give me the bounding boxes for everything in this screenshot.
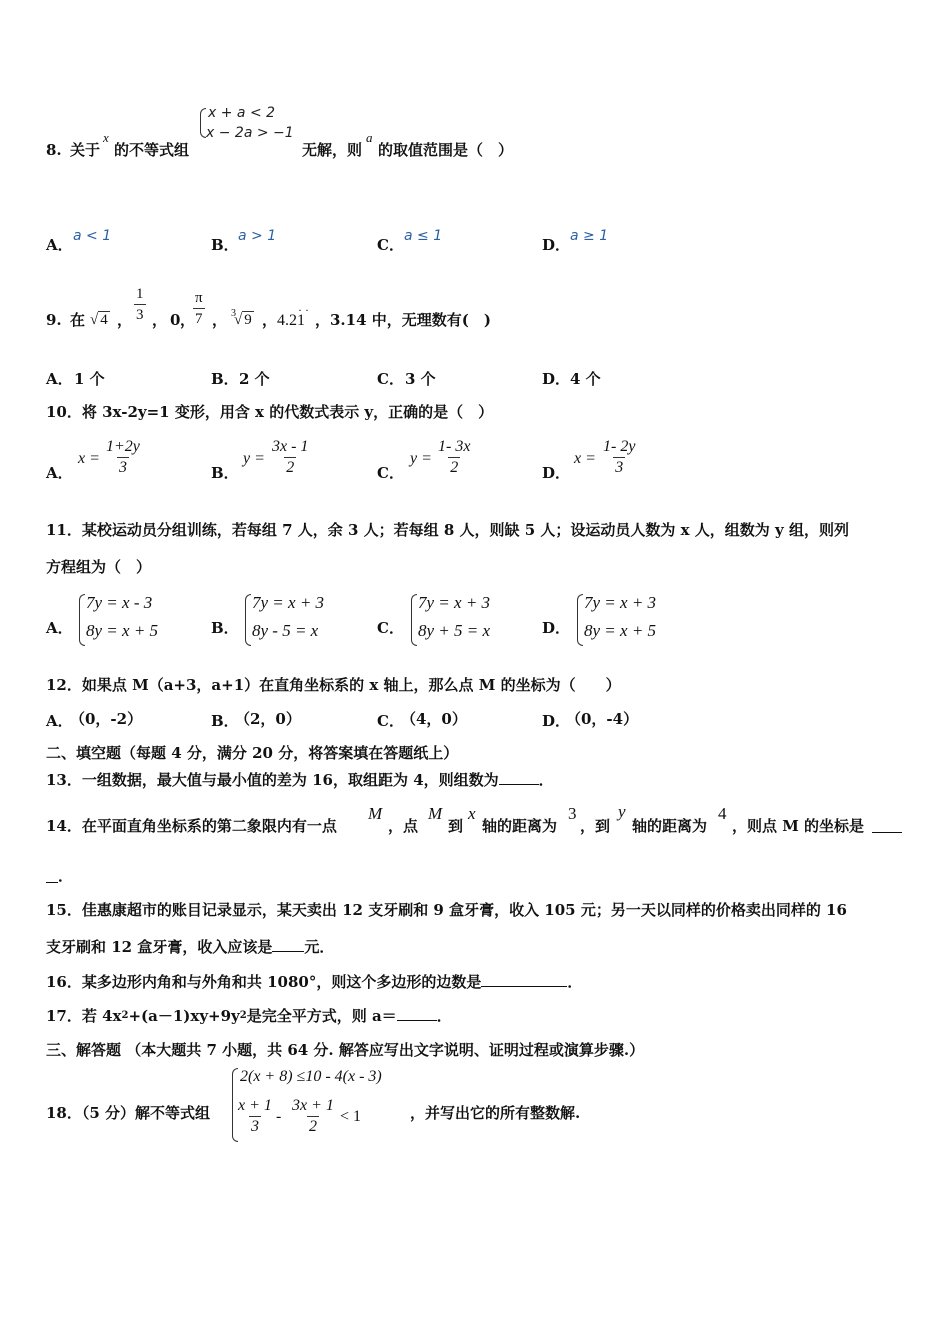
q9-repeating-decimal: 4.21	[277, 312, 305, 329]
q11-option-d-eq-1[interactable]: 7y = x + 3	[584, 593, 657, 612]
q12-option-d[interactable]: （0，-4）	[566, 710, 639, 728]
q9-sep-2: ，	[152, 311, 168, 329]
q10-option-d-label[interactable]: D．	[542, 464, 571, 482]
q8-sys-line-2: x − 2a > −1	[206, 125, 294, 141]
q8-text-2: 的不等式组	[114, 141, 190, 159]
q18-less-than-1: < 1	[340, 1108, 362, 1125]
q9-option-a-label[interactable]: A．	[46, 370, 73, 388]
q11-option-c-eq-1[interactable]: 7y = x + 3	[418, 593, 491, 612]
q8-option-c[interactable]: a ≤ 1	[404, 228, 443, 244]
q15-answer-blank[interactable]	[272, 937, 304, 952]
q12-option-a-label[interactable]: A．	[46, 712, 73, 730]
q14-var-y: y	[618, 802, 626, 821]
q8-option-b-label[interactable]: B．	[211, 236, 239, 254]
q12-option-d-label[interactable]: D．	[542, 712, 571, 730]
q17-text: 17．若 $4x^2+(a-1)xy+9y^2$是完全平方式，则 a＝ ．	[46, 1007, 452, 1025]
q10-option-c-label[interactable]: C．	[377, 464, 404, 482]
q18-text-2: ，并写出它的所有整数解.	[410, 1104, 581, 1122]
q12-option-b-label[interactable]: B．	[211, 712, 239, 730]
q12-option-c-label[interactable]: C．	[377, 712, 404, 730]
q8-option-a-label[interactable]: A．	[46, 236, 73, 254]
q11-option-c-label[interactable]: C．	[377, 619, 404, 637]
q8-text-1: 关于	[70, 141, 101, 159]
q11-option-a-eq-1[interactable]: 7y = x - 3	[86, 593, 153, 612]
q10-option-a-label[interactable]: A．	[46, 464, 73, 482]
q17-answer-blank[interactable]	[397, 1006, 437, 1021]
q9-option-c-label[interactable]: C．	[377, 370, 404, 388]
q8-var-x: x	[103, 130, 109, 145]
q11-option-c-brace	[411, 594, 417, 646]
q9-option-d[interactable]: 4 个	[570, 370, 601, 388]
q15-line-2: 支牙刷和 12 盒牙膏，收入应该是 元．	[46, 938, 335, 956]
q9-fraction-1-3: $\frac{1}{3}$	[136, 286, 144, 323]
q10-option-b-lhs[interactable]: y =	[243, 450, 265, 467]
q18-minus: -	[276, 1108, 282, 1125]
q9-option-d-label[interactable]: D．	[542, 370, 571, 388]
q8-option-a[interactable]: a < 1	[73, 228, 112, 244]
q8-text-4: 的取值范围是（ ）	[378, 141, 514, 159]
q8-sys-line-1: x + a < 2	[208, 105, 276, 121]
q11-option-a-eq-2[interactable]: 8y = x + 5	[86, 621, 159, 640]
q8-option-d-label[interactable]: D．	[542, 236, 571, 254]
q10-option-c-lhs[interactable]: y =	[410, 450, 432, 467]
q9-fraction-pi-7: $\frac{\pi}{7}$	[195, 290, 203, 327]
q9-cbrt-9: √ 9	[234, 312, 252, 328]
q14-text-1: 14．在平面直角坐标系的第二象限内有一点	[46, 817, 337, 835]
q10-option-d-lhs[interactable]: x =	[574, 450, 596, 467]
q9-sep-1: ，	[117, 311, 133, 329]
q12-text: 12．如果点 M（a+3，a+1）在直角坐标系的 x 轴上，那么点 M 的坐标为（ ）	[46, 676, 621, 694]
q8-num: 8.	[46, 141, 62, 159]
q14-var-M-2: M	[428, 804, 443, 823]
q9-sep-6: ，	[315, 311, 331, 329]
q13-answer-blank[interactable]	[499, 770, 539, 785]
q9-sqrt-4: √ 4	[90, 312, 108, 328]
q9-option-a[interactable]: 1 个	[74, 370, 105, 388]
q8-option-b[interactable]: a > 1	[238, 228, 277, 244]
q9-text-1: 在	[70, 311, 86, 329]
q12-option-c[interactable]: （4，0）	[401, 710, 467, 728]
q11-option-a-brace	[79, 594, 85, 646]
q9-repeat-dots: · ·	[298, 303, 309, 317]
q10-option-b-label[interactable]: B．	[211, 464, 239, 482]
q9-sep-5: ，	[262, 311, 278, 329]
q10-option-a-lhs[interactable]: x =	[78, 450, 100, 467]
q14-text-3: 到	[448, 817, 464, 835]
q11-option-a-label[interactable]: A．	[46, 619, 73, 637]
q10-option-d-fraction[interactable]: $\frac{1- 2y}{3}$	[603, 438, 636, 476]
q14-text-4: 轴的距离为	[482, 817, 558, 835]
q10-option-c-fraction[interactable]: $\frac{1- 3x}{2}$	[438, 438, 471, 476]
q11-option-b-label[interactable]: B．	[211, 619, 239, 637]
q9-option-c[interactable]: 3 个	[405, 370, 436, 388]
q9-text-end: 3.14 中，无理数有( )	[330, 311, 491, 329]
q14-num-3: 3	[568, 804, 577, 823]
q18-text-1: 18．（5 分）解不等式组	[46, 1104, 211, 1122]
q8-option-c-label[interactable]: C．	[377, 236, 404, 254]
q16-answer-blank[interactable]	[481, 972, 567, 987]
q14-text-5: ，到	[580, 817, 611, 835]
q14-answer-blank[interactable]	[872, 818, 902, 833]
q14-text-6: 轴的距离为	[632, 817, 708, 835]
q8-text-3: 无解，则	[302, 141, 363, 159]
q11-line-2: 方程组为（ ）	[46, 558, 152, 576]
q16-text: 16．某多边形内角和与外角和共 1080°，则这个多边形的边数是 ．	[46, 973, 583, 991]
q14-num-4: 4	[718, 804, 727, 823]
q10-text: 10．将 3x-2y=1 变形，用含 x 的代数式表示 y，正确的是（ ）	[46, 403, 494, 421]
q9-option-b[interactable]: 2 个	[239, 370, 270, 388]
q9-sep-3: ，	[180, 311, 196, 329]
q10-option-b-fraction[interactable]: $\frac{3x - 1}{2}$	[272, 438, 309, 476]
q11-line-1: 11．某校运动员分组训练，若每组 7 人，余 3 人；若每组 8 人，则缺 5 人；设运动员人数为 x 人，组数为 y 组，则列	[46, 521, 849, 539]
q11-option-b-eq-2[interactable]: 8y - 5 = x	[252, 621, 319, 640]
q14-end: ．	[58, 867, 74, 885]
q18-fraction-1: $\frac{x + 1}{3}$	[238, 1097, 272, 1135]
q9-num: 9.	[46, 311, 62, 329]
q9-sep-4: ，	[212, 311, 228, 329]
q11-option-c-eq-2[interactable]: 8y + 5 = x	[418, 621, 491, 640]
q11-option-b-brace	[245, 594, 251, 646]
section-3-heading: 三、解答题 （本大题共 7 小题，共 64 分. 解答应写出文字说明、证明过程或演算步骤.）	[46, 1041, 645, 1059]
q12-option-a[interactable]: （0，-2）	[70, 710, 143, 728]
q9-option-b-label[interactable]: B．	[211, 370, 239, 388]
q14-answer-blank-cont[interactable]	[46, 868, 58, 883]
q14-text-2: ，点	[388, 817, 419, 835]
q12-option-b[interactable]: （2，0）	[235, 710, 301, 728]
q14-var-M-1: M	[368, 804, 383, 823]
q11-option-d-eq-2[interactable]: 8y = x + 5	[584, 621, 657, 640]
section-2-heading: 二、填空题（每题 4 分，满分 20 分，将答案填在答题纸上）	[46, 744, 459, 762]
q11-option-d-brace	[577, 594, 583, 646]
q14-text-7: ，则点 M 的坐标是	[732, 817, 865, 835]
q8-var-a: a	[366, 130, 373, 145]
q14-var-x: x	[468, 804, 476, 823]
q8-option-d[interactable]: a ≥ 1	[570, 228, 609, 244]
q15-line-1: 15．佳惠康超市的账目记录显示，某天卖出 12 支牙刷和 9 盒牙膏，收入 105 元；另一天以同样的价格卖出同样的 16	[46, 901, 847, 919]
q13-text: 13．一组数据，最大值与最小值的差为 16，取组距为 4，则组数为 ．	[46, 771, 554, 789]
q18-inequality-1: 2(x + 8) ≤10 - 4(x - 3)	[240, 1068, 382, 1085]
q18-fraction-2: $\frac{3x + 1}{2}$	[292, 1097, 334, 1135]
q9-cbrt-index: 3	[231, 308, 236, 319]
q10-option-a-fraction[interactable]: $\frac{1+2y}{3}$	[106, 438, 140, 476]
q11-option-b-eq-1[interactable]: 7y = x + 3	[252, 593, 325, 612]
q9-zero: 0	[170, 311, 181, 329]
q11-option-d-label[interactable]: D．	[542, 619, 571, 637]
